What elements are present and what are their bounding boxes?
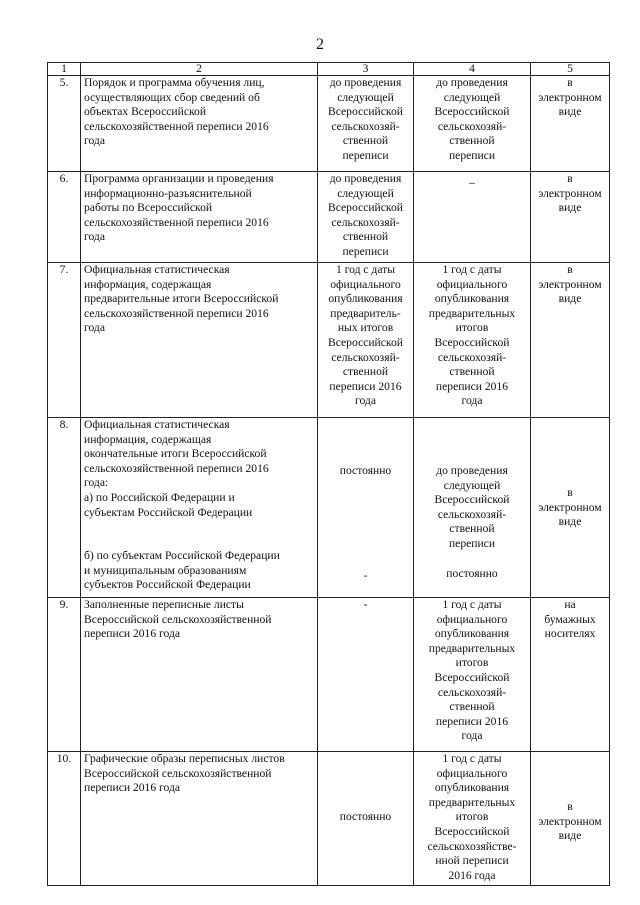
text-line: официального [436, 612, 508, 626]
text-line: постоянно [339, 810, 392, 823]
row-number: 5. [48, 76, 81, 172]
text-line: субъектам Российской Федерации [84, 505, 253, 519]
provision-period-cell [414, 263, 531, 418]
text-line: сельскохозяй- [331, 350, 400, 364]
format-cell [531, 76, 610, 172]
text-line: постоянно [446, 566, 498, 580]
text-line: ных итогов [337, 321, 394, 335]
table-row [48, 598, 610, 752]
text-line: Заполненные переписные листы [84, 598, 244, 611]
text-line: года [461, 394, 483, 408]
format-cell [531, 598, 610, 752]
text-line: опубликования [328, 292, 403, 306]
row-number: 10. [48, 752, 81, 886]
text-line: электронном [538, 186, 602, 200]
storage-period-cell [318, 752, 414, 886]
text-line: субъектов Российской Федерации [84, 578, 251, 592]
text-line: официального [436, 766, 508, 780]
storage-period-cell [318, 263, 414, 418]
text-line: Всероссийской [434, 670, 510, 684]
text-line: переписи 2016 [329, 379, 402, 393]
text-line: до проведения [436, 464, 508, 477]
table-row [48, 752, 610, 886]
text-line: информация, содержащая [84, 432, 212, 446]
text-line: виде [558, 515, 582, 529]
text-line: осуществляющих сбор сведений об [84, 90, 260, 104]
text-line: ственной [342, 134, 389, 148]
text-line: официального [330, 277, 401, 291]
text-line: итогов [455, 810, 489, 824]
text-line: сельскохозяй- [437, 507, 507, 521]
text-line: на [564, 598, 576, 611]
dash-mark: - [363, 568, 368, 582]
text-line: Порядок и программа обучения лиц, [84, 76, 265, 89]
text-line: виде [558, 201, 582, 215]
text-line: 1 год с даты [442, 263, 502, 276]
text-line: сельскохозяй- [437, 685, 507, 699]
text-line: предварительных [428, 306, 516, 320]
text-line: переписи [342, 148, 389, 162]
provision-period-cell [414, 598, 531, 752]
text-line: предварительных [428, 641, 516, 655]
text-line: Официальная статистическая [84, 263, 230, 276]
storage-period-cell [318, 418, 414, 598]
page-number: 2 [316, 36, 324, 53]
format-cell [531, 418, 610, 598]
text-line: предварительные итоги Всероссийской [84, 292, 279, 306]
text-line: 1 год с даты [335, 263, 396, 276]
text-line: опубликования [434, 627, 510, 641]
text-line: опубликования [434, 781, 510, 795]
text-line: нной переписи [435, 854, 509, 868]
data-table [47, 62, 610, 886]
text-line: в [567, 76, 573, 89]
text-line: сельскохозяйственной переписи 2016 [84, 119, 269, 133]
table-header-row [48, 63, 610, 76]
text-line: электронном [538, 277, 602, 291]
text-line: Официальная статистическая [84, 418, 230, 431]
row-description [81, 172, 318, 263]
text-line: носителях [544, 627, 596, 641]
header-col-2: 2 [81, 63, 318, 76]
text-line: электронном [538, 500, 602, 514]
text-line: итогов [455, 656, 489, 670]
dash-mark: – [469, 176, 475, 189]
text-line: сельскохозяй- [331, 215, 400, 229]
text-line: переписи 2016 [435, 379, 509, 393]
provision-period-cell [414, 172, 531, 263]
text-line: сельскохозяйственной переписи 2016 [84, 306, 269, 320]
text-line: электронном [538, 90, 602, 104]
text-line: Всероссийской сельскохозяйственной [84, 612, 272, 626]
text-line: в [567, 263, 573, 276]
text-line: Всероссийской [434, 824, 510, 838]
header-col-5: 5 [531, 63, 610, 76]
text-line: виде [558, 292, 582, 306]
text-line: Всероссийской [434, 493, 510, 507]
text-line: сельскохозяйстве- [427, 839, 517, 853]
text-line: ственной [342, 230, 389, 244]
format-cell [531, 263, 610, 418]
provision-period-cell [414, 76, 531, 172]
storage-period-cell [318, 76, 414, 172]
text-line: года [84, 134, 105, 148]
text-line: ственной [449, 365, 495, 379]
text-line: Всероссийской сельскохозяйственной [84, 766, 272, 780]
text-line: следующей [337, 186, 394, 200]
text-line: года [355, 394, 376, 408]
text-line: сельскохозяйственной переписи 2016 [84, 215, 269, 229]
text-line: года: [84, 476, 109, 490]
text-line: б) по субъектам Российской Федерации [84, 549, 280, 563]
text-line: виде [558, 829, 582, 843]
text-line: опубликования [434, 292, 510, 306]
text-line: бумажных [544, 612, 596, 626]
row-number: 9. [48, 598, 81, 752]
header-col-1: 1 [48, 63, 81, 76]
table-row [48, 263, 610, 418]
text-line: Всероссийской [328, 201, 403, 215]
text-line: 1 год с даты [442, 598, 502, 611]
text-line: предваритель- [330, 306, 401, 320]
row-number: 8. [48, 418, 81, 598]
text-line: Всероссийской [328, 105, 403, 119]
text-line: и муниципальным образованиям [84, 563, 247, 577]
text-line: в [567, 800, 573, 813]
provision-period-cell [414, 752, 531, 886]
text-line: итогов [455, 321, 489, 335]
text-line: 2016 года [448, 868, 496, 882]
text-line: информационно-разъяснительной [84, 186, 252, 200]
storage-period-cell [318, 172, 414, 263]
row-description [81, 263, 318, 418]
text-line: ственной [449, 134, 495, 148]
dash-mark: - [363, 598, 368, 611]
text-line: информация, содержащая [84, 277, 212, 291]
text-line: ственной [449, 700, 495, 714]
text-line: года [84, 321, 105, 335]
text-line: окончательные итоги Всероссийской [84, 447, 267, 461]
text-line: электронном [538, 814, 602, 828]
table-row [48, 172, 610, 263]
format-cell [531, 172, 610, 263]
text-line: переписи 2016 года [84, 781, 181, 795]
text-line: Графические образы переписных листов [84, 752, 285, 765]
text-line: следующей [337, 90, 394, 104]
row-description [81, 752, 318, 886]
text-line: года [84, 230, 105, 244]
text-line: следующей [443, 478, 501, 492]
text-line: в [567, 486, 573, 499]
text-line: переписи [448, 148, 496, 162]
text-line: работы по Всероссийской [84, 201, 213, 215]
text-line: года [461, 729, 483, 743]
row-description [81, 418, 318, 598]
table-row [48, 418, 610, 598]
text-line: 1 год с даты [442, 752, 502, 765]
text-line: Всероссийской [434, 105, 510, 119]
text-line: Всероссийской [328, 335, 403, 349]
text-line: виде [558, 105, 582, 119]
text-line: сельскохозяй- [331, 119, 400, 133]
text-line: сельскохозяйственной переписи 2016 [84, 461, 269, 475]
row-number: 6. [48, 172, 81, 263]
text-line: переписи [448, 536, 496, 550]
provision-period-cell [414, 418, 531, 598]
row-number: 7. [48, 263, 81, 418]
text-line: Программа организации и проведения [84, 172, 274, 185]
text-line: переписи 2016 [435, 714, 509, 728]
text-line: до проведения [329, 172, 402, 185]
header-col-3: 3 [318, 63, 414, 76]
row-description [81, 598, 318, 752]
format-cell [531, 752, 610, 886]
text-line: в [567, 172, 573, 185]
text-line: а) по Российской Федерации и [84, 490, 235, 504]
text-line: ственной [449, 522, 495, 536]
text-line: до проведения [329, 76, 402, 89]
text-line: предварительных [428, 795, 516, 809]
text-line: переписи 2016 года [84, 627, 181, 641]
text-line: ственной [342, 365, 389, 379]
header-col-4: 4 [414, 63, 531, 76]
text-line: сельскохозяй- [437, 350, 507, 364]
text-line: Всероссийской [434, 335, 510, 349]
text-line: постоянно [339, 464, 392, 477]
storage-period-cell [318, 598, 414, 752]
text-line: следующей [443, 90, 501, 104]
table-row [48, 76, 610, 172]
row-description [81, 76, 318, 172]
text-line: объектах Всероссийской [84, 105, 207, 119]
text-line: сельскохозяй- [437, 119, 507, 133]
text-line: переписи [342, 244, 389, 258]
text-line: официального [436, 277, 508, 291]
text-line: до проведения [436, 76, 508, 89]
